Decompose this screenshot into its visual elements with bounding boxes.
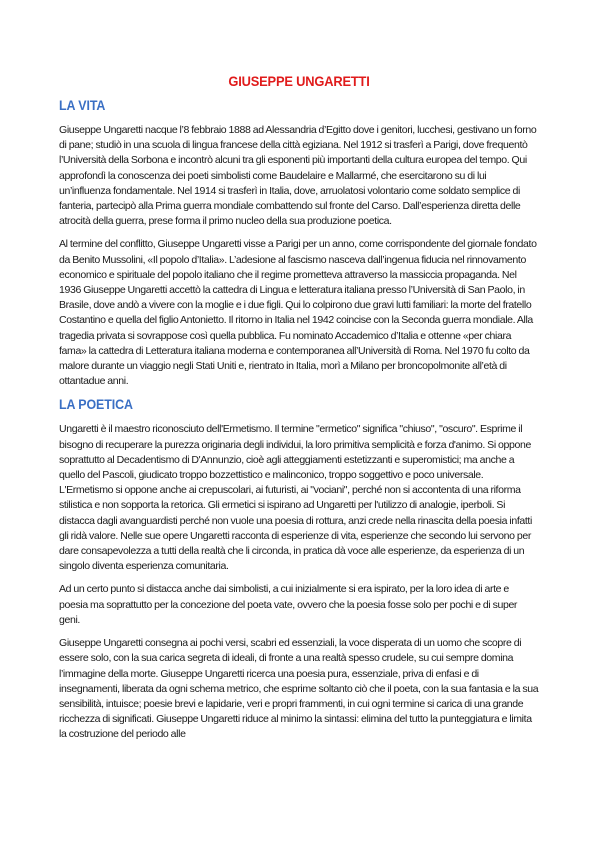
paragraph: Ad un certo punto si distacca anche dai simbolisti, a cui inizialmente si era ispirato, per la loro idea di arte e poesia ma soprattutto per la concezione del poeta vate, ovvero che la poesia fosse solo per pochi e di super geni. bbox=[59, 583, 518, 626]
section-heading-la-vita: LA VITA bbox=[59, 98, 106, 113]
paragraph: Ungaretti è il maestro riconosciuto dell'Ermetismo. Il termine "ermetico" significa "chiuso", "oscuro". Esprime il bisogno di recuperare la purezza originaria degli individui, la loro primitiva semplicità e forza d'animo. Si oppone soprattutto al Decadentismo di D'Annunzio, cioè agli atteggiamenti estetizzanti e superomistici; ma anche a quello del Pascoli, giudicato troppo bozzettistico e malinconico, troppo soggettivo e poco universale. L'Ermetismo si oppone anche ai crepuscolari, ai futuristi, ai "vociani", perché non si accontenta di una riforma stilistica e non sopporta la retorica. Gli ermetici si ispirano ad Ungaretti per l'utilizzo di analogie, iperboli. Si distacca dagli avanguardisti perché non vuole una poesia di rottura, anzi crede nella rinascita della poesia infatti gli ridà valore. Nelle sue opere Ungaretti racconta di esperienze di vita, esperienze che secondo lui servono per dare consapevolezza a tutti della realtà che li circonda, in pratica dà voce alle esperienze, da esperienza di un singolo diventa esperienza comunitaria. bbox=[59, 423, 532, 573]
section-la-poetica bbox=[59, 397, 539, 742]
paragraph: Al termine del conflitto, Giuseppe Ungaretti visse a Parigi per un anno, come corrispondente del giornale fondato da Benito Mussolini, «Il popolo d’Italia». L’adesione al fascismo nasceva dall’ingenua fiducia nel rinnovamento economico e spirituale del popolo italiano che il regime prometteva attraverso la massiccia propaganda. Nel 1936 Giuseppe Ungaretti accettò la cattedra di Lingua e letteratura italiana presso l’Università di San Paolo, in Brasile, dove andò a vivere con la moglie e i due figli. Qui lo colpirono due gravi lutti familiari: la morte del fratello Costantino e quella del figlio Antonietto. Il ritorno in Italia nel 1942 coincise con la Seconda guerra mondiale. Alla tragedia privata si sovrappose così quella pubblica. Fu nominato Accademico d’Italia e ottenne «per chiara fama» la cattedra di Letteratura italiana moderna e contemporanea all’Università di Roma. Nel 1970 fu colto da malore durante un viaggio negli Stati Uniti e, rientrato in Italia, morì a Milano per broncopolmonite all’età di ottantadue anni. bbox=[59, 238, 537, 388]
document-title: GIUSEPPE UNGARETTI bbox=[228, 73, 370, 89]
paragraph: Giuseppe Ungaretti nacque l’8 febbraio 1888 ad Alessandria d’Egitto dove i genitori, lucchesi, gestivano un forno di pane; studiò in una scuola di lingua francese della città egiziana. Nel 1912 si trasferì a Parigi, dove frequentò l’Università della Sorbona e incontrò alcuni tra gli esponenti più importanti della cultura europea del tempo. Qui approfondì la conoscenza dei poeti simbolisti come Baudelaire e Mallarmé, che esercitarono su di lui un’influenza fondamentale. Nel 1914 si trasferì in Italia, dove, arruolatosi volontario come soldato semplice di fanteria, partecipò alla Prima guerra mondiale combattendo sul fronte del Carso. Dall’esperienza diretta delle atrocità della guerra, prese forma il primo nucleo della sua produzione poetica. bbox=[59, 124, 537, 228]
section-heading-la-poetica: LA POETICA bbox=[59, 397, 133, 413]
paragraph: Giuseppe Ungaretti consegna ai pochi versi, scabri ed essenziali, la voce disperata di un uomo che scopre di essere solo, con la sua carica segreta di ideali, di fronte a una realtà spesso crudele, su cui sempre domina l’immagine della morte. Giuseppe Ungaretti ricerca una poesia pura, essenziale, priva di enfasi e di insegnamenti, liberata da ogni schema metrico, che esprime soltanto ciò che il poeta, con la sua fantasia e la sua sensibilità, intuisce; poesie brevi e lapidarie, veri e propri frammenti, in cui ogni termine si carica di una grande ricchezza di significati. Giuseppe Ungaretti riduce al minimo la sintassi: elimina del tutto la punteggiatura e limita la costruzione del periodo alle bbox=[59, 637, 539, 741]
section-la-vita bbox=[59, 98, 539, 389]
